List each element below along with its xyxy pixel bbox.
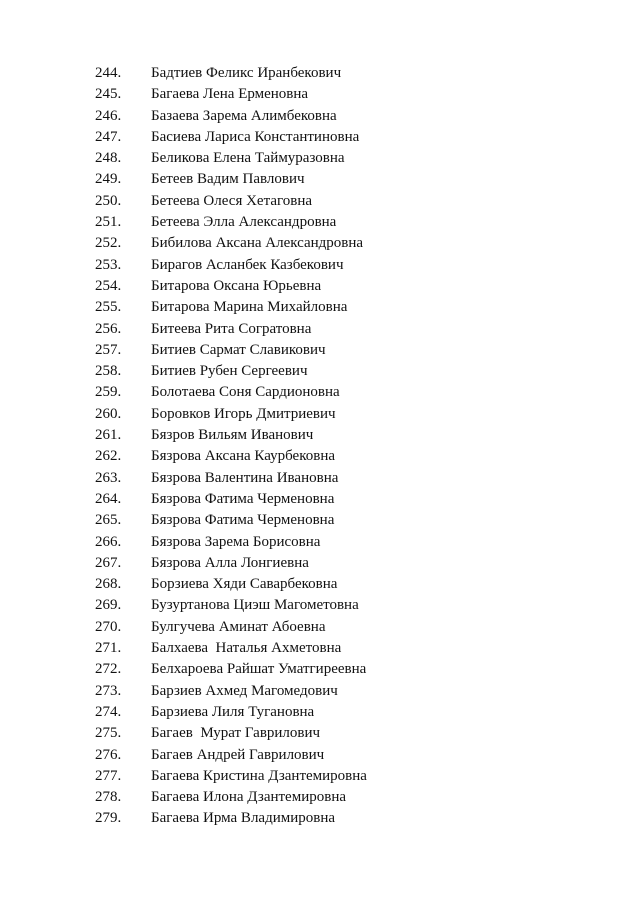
list-item-number: 254. [95, 277, 122, 294]
list-item-name: Бязрова Фатима Черменовна [151, 490, 335, 507]
list-item-number: 257. [95, 341, 122, 358]
list-item-number: 250. [95, 192, 122, 209]
list-item-name: Битарова Марина Михайловна [151, 299, 348, 316]
list-item-number: 253. [95, 256, 122, 273]
list-item-number: 265. [95, 512, 122, 529]
list-item-number: 258. [95, 363, 122, 380]
list-item-name: Бибилова Аксана Александровна [151, 235, 364, 252]
list-item-name: Битарова Оксана Юрьевна [151, 277, 322, 294]
list-item-number: 273. [95, 682, 122, 699]
list-item-name: Белхароева Райшат Уматгиреевна [151, 661, 367, 678]
list-item-number: 268. [95, 576, 122, 593]
list-item-number: 251. [95, 214, 122, 231]
list-item-number: 244. [95, 65, 122, 81]
list-item-name: Битиев Рубен Сергеевич [151, 363, 308, 380]
list-item-name: Беликова Елена Таймуразовна [151, 150, 345, 167]
list-item-number: 255. [95, 299, 122, 316]
list-item-name: Базаева Зарема Алимбековна [151, 107, 337, 124]
list-item-number: 271. [95, 640, 122, 657]
list-item-name: Багаев Мурат Гаврилович [151, 725, 321, 742]
list-item-name: Балхаева Наталья Ахметовна [151, 640, 342, 657]
list-item-number: 278. [95, 789, 122, 806]
list-item-number: 260. [95, 405, 122, 422]
list-item-name: Багаева Илона Дзантемировна [151, 789, 346, 806]
list-item-number: 276. [95, 746, 122, 763]
list-item-number: 259. [95, 384, 122, 401]
list-item-name: Булгучева Аминат Абоевна [151, 618, 326, 635]
list-item-name: Бирагов Асланбек Казбекович [151, 256, 344, 273]
list-item-name: Бязрова Аксана Каурбековна [151, 448, 335, 465]
list-item-name: Барзиев Ахмед Магомедович [151, 682, 338, 699]
list-item-name: Битиев Сармат Славикович [151, 341, 326, 358]
list-item-name: Бязрова Зарема Борисовна [151, 533, 321, 550]
list-item-number: 270. [95, 618, 122, 635]
list-item-name: Басиева Лариса Константиновна [151, 128, 360, 145]
list-item-number: 246. [95, 107, 122, 124]
list-item-number: 269. [95, 597, 122, 614]
list-item-name: Борзиева Хяди Саварбековна [151, 576, 338, 593]
list-item-name: Багаева Кристина Дзантемировна [151, 767, 367, 784]
list-item-number: 247. [95, 128, 122, 145]
list-item-name: Боровков Игорь Дмитриевич [151, 405, 336, 422]
list-item-number: 264. [95, 490, 122, 507]
list-item-number: 262. [95, 448, 122, 465]
list-item-name: Болотаева Соня Сардионовна [151, 384, 340, 401]
list-item-number: 263. [95, 469, 122, 486]
list-item-number: 252. [95, 235, 122, 252]
list-item-name: Бязров Вильям Иванович [151, 427, 314, 444]
list-item-name: Багаева Лена Ерменовна [151, 86, 309, 103]
list-item-number: 274. [95, 703, 122, 720]
list-item-number: 261. [95, 427, 122, 444]
list-item-name: Бетеев Вадим Павлович [151, 171, 305, 188]
list-item-number: 245. [95, 86, 122, 103]
list-item-number: 256. [95, 320, 122, 337]
list-item-number: 266. [95, 533, 122, 550]
list-item-name: Багаева Ирма Владимировна [151, 810, 336, 827]
list-item-number: 272. [95, 661, 122, 678]
list-item-name: Битеева Рита Согратовна [151, 320, 312, 337]
list-item-number: 249. [95, 171, 122, 188]
list-item-number: 279. [95, 810, 122, 827]
list-item-number: 248. [95, 150, 122, 167]
list-item-name: Бязрова Валентина Ивановна [151, 469, 339, 486]
list-item-number: 267. [95, 554, 122, 571]
list-item-name: Бязрова Алла Лонгиевна [151, 554, 309, 571]
list-item-name: Бетеева Элла Александровна [151, 214, 337, 231]
list-item-name: Бетеева Олеся Хетаговна [151, 192, 313, 209]
list-item-name: Бязрова Фатима Черменовна [151, 512, 335, 529]
list-item-number: 275. [95, 725, 122, 742]
list-item-name: Бадтиев Феликс Иранбекович [151, 65, 342, 81]
list-item-name: Бузуртанова Циэш Магометовна [151, 597, 359, 614]
list-item-number: 277. [95, 767, 122, 784]
list-item-name: Барзиева Лиля Тугановна [151, 703, 315, 720]
list-item-name: Багаев Андрей Гаврилович [151, 746, 325, 763]
